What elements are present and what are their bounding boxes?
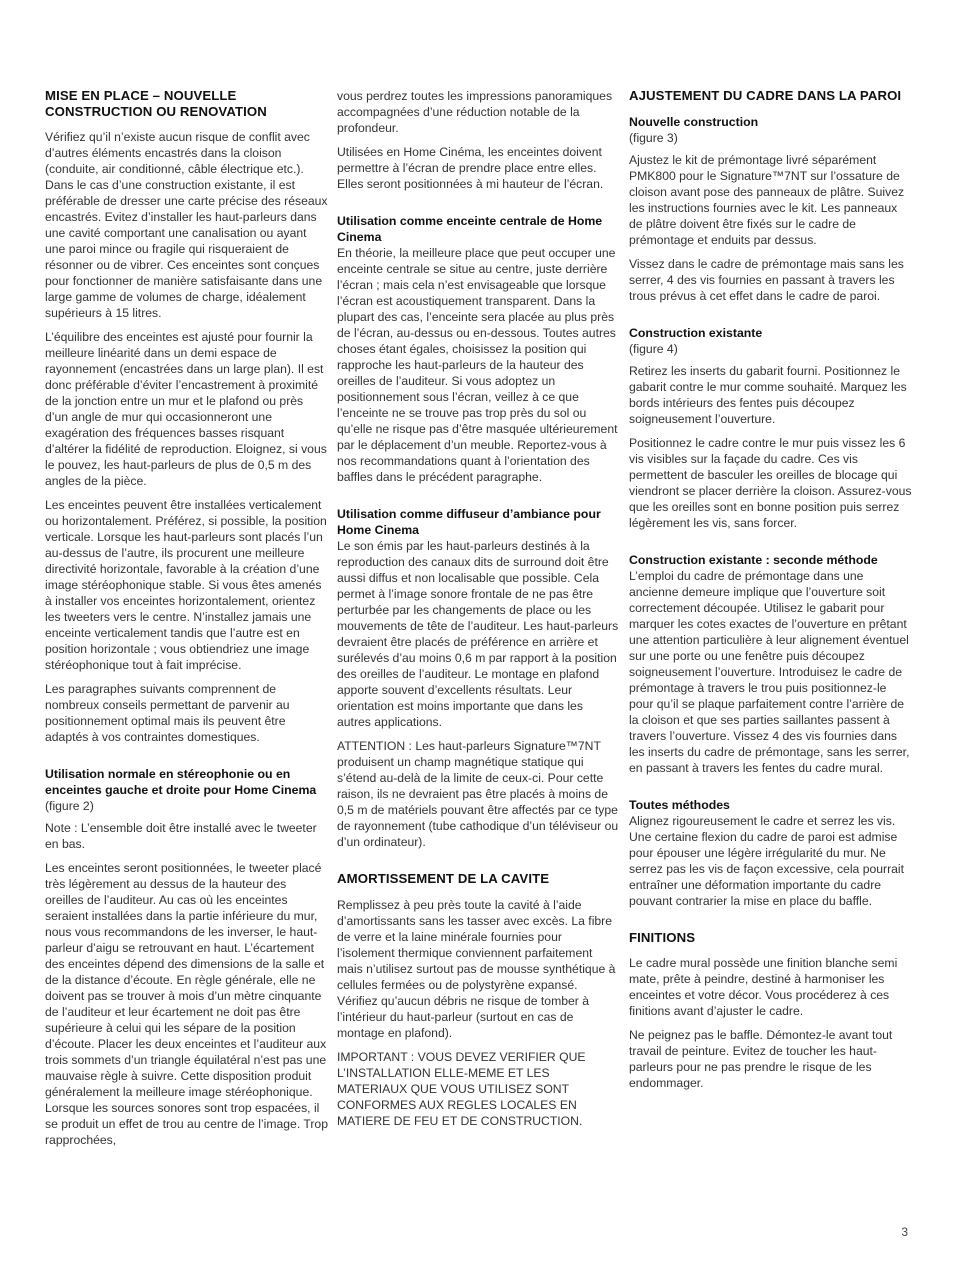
- paragraph: Alignez rigoureusement le cadre et serrez les vis. Une certaine flexion du cadre de paroi est admise pour épouser une légère irrégularité du mur. Ne serrez pas les vis de façon excessive, cela pourrait entraîner une déformation importante du cadre pouvant contrarier la mise en place du baffle.: [629, 813, 905, 908]
- section-heading-finitions: FINITIONS: [629, 929, 696, 945]
- paragraph: Note : L’ensemble doit être installé avec le tweeter en bas.: [45, 821, 317, 851]
- paragraph: Les paragraphes suivants comprennent de nombreux conseils permettant de parvenir au positionnement optimal mais ils peuvent être adaptés à vos contraintes domestiques.: [45, 682, 290, 744]
- section-heading-amortissement: AMORTISSEMENT DE LA CAVITE: [337, 871, 550, 886]
- paragraph: Ajustez le kit de prémontage livré séparément PMK800 pour le Signature™7NT sur l’ossature de cloison avant pose des panneaux de plâtre. Suivez les instructions fournies avec le kit. Les panneaux de plâtre doivent être fixés sur le cadre de prémontage et enduits par dessus.: [629, 152, 905, 247]
- subheading-surround: Utilisation comme diffuseur d’ambiance pour Home Cinema: [337, 507, 601, 537]
- paragraph: Positionnez le cadre contre le mur puis vissez les 6 vis visibles sur la façade du cadre. Ces vis permettent de basculer les oreilles de blocage qui viendront se placer derrière la cloison. Assurez-vous que les oreilles sont en bonne position puis serrez légèrement les vis, sans forcer.: [629, 435, 912, 530]
- subheading-existing-construction: Construction existante: [629, 325, 763, 340]
- paragraph: Les enceintes seront positionnées, le tweeter placé très légèrement au dessus de la hauteur des oreilles de l’auditeur. Au cas où les enceintes seraient installées dans la partie inférieure du mur, nous vous recommandons de les inverser, le haut-parleur d’aigu se retrouvant en haut. L’écartement des enceintes dépend des dimensions de la salle et de la distance d’écoute. En règle générale, elle ne doivent pas se trouver à mois d’un mètre cinquante de l’auditeur et leur écartement ne doit pas être supérieure à celui qui les sépare de la position d’écoute. Placer les deux enceintes et l’auditeur aux trois sommets d’un triangle équilatéral n’est pas une mauvaise règle à suivre. Cette disposition produit généralement la meilleure image stéréophonique. Lorsque les sources sonores sont trop espacées, il se produit un effet de trou au centre de l’image. Trop rapprochées,: [45, 861, 328, 1147]
- paragraph: Ne peignez pas le baffle. Démontez-le avant tout travail de peinture. Evitez de toucher les haut-parleurs pour ne pas prendre le risque de les endommager.: [629, 1028, 893, 1090]
- paragraph: L’emploi du cadre de prémontage dans une ancienne demeure implique que l’ouverture soit correctement découpée. Utilisez le gabarit pour marquer les cotes exactes de l’ouverture en prêtant une attention particulière à leur alignement éventuel sur une porte ou une fenêtre puis découpez soigneusement l’ouverture. Introduisez le cadre de prémontage à travers le trou puis positionnez-le pour qu’il se plaque parfaitement contre l’arrière de la cloison et que ses parties saillantes passent à travers l’ouverture. Vissez 4 des vis fournies dans les inserts du cadre de prémontage, sans les serrer, en passant à travers les fentes du cadre mural.: [629, 568, 910, 775]
- figure-reference: (figure 4): [629, 341, 678, 356]
- page-number: 3: [901, 1225, 908, 1239]
- paragraph: Les enceintes peuvent être installées verticalement ou horizontalement. Préférez, si possible, la position verticale. Lorsque les haut-parleurs sont placés l’un au-dessus de l’autre, ils procurent une meilleure directivité horizontale, favorable à la création d’une image stéréophonique stable. Si vous êtes amenés à installer vos enceintes horizontalement, orientez les tweeters vers le centre. N’installez jamais une enceinte verticalement tandis que l’autre est en position horizontale ; vous obtiendriez une image stéréophonique tout à fait imprécise.: [45, 498, 327, 672]
- subheading-all-methods: Toutes méthodes: [629, 797, 730, 812]
- paragraph: Retirez les inserts du gabarit fourni. Positionnez le gabarit contre le mur comme souhaité. Marquez les bords intérieurs des fentes puis découpez soigneusement l’ouverture.: [629, 363, 907, 426]
- column-left: [45, 88, 328, 1156]
- figure-reference: (figure 2): [45, 799, 94, 813]
- paragraph-attention: ATTENTION : Les haut-parleurs Signature™7NT produisent un champ magnétique statique qui s’étend au-delà de la limite de ceux-ci. Pour cette raison, ils ne devraient pas être placés à moins de 0,5 m de matériels pouvant être affectés par ce type de rayonnement (tube cathodique d’un téléviseur ou d’un ordinateur).: [337, 739, 619, 849]
- paragraph: Vérifiez qu’il n’existe aucun risque de conflit avec d’autres éléments encastrés dans la cloison (conduite, air conditionné, câble électrique etc.). Dans le cas d’une construction existante, il est préférable de dresser une carte précise des réseaux encastrés. Evitez d’installer les haut-parleurs dans une cavité comportant une canalisation ou ayant une paroi mince ou fragile qui risqueraient de résonner ou de vibrer. Ces enceintes sont conçues pour fonctionner de manière satisfaisante dans une large gamme de volumes de charge, idéalement supérieurs à 15 litres.: [45, 130, 328, 320]
- paragraph: L’équilibre des enceintes est ajusté pour fournir la meilleure linéarité dans un demi espace de rayonnement (encastrées dans un large plan). Il est donc préférable d’éviter l’encastrement à proximité de la jonction entre un mur et le plafond ou près d’un angle de mur qui occasionneront une exagération des fréquences basses risquant d’altérer la fidélité de reproduction. Eloignez, si vous le pouvez, les haut-parleurs de plus de 0,5 m des angles de la pièce.: [45, 330, 327, 488]
- section-heading-mise-en-place: MISE EN PLACE – NOUVELLE CONSTRUCTION OU RENOVATION: [45, 88, 267, 119]
- paragraph: Le cadre mural possède une finition blanche semi mate, prête à peindre, destiné à harmoniser les enceintes et votre décor. Vous procéderez à ces finitions avant d’ajuster le cadre.: [629, 956, 898, 1018]
- subheading-stereo: Utilisation normale en stéreophonie ou en enceintes gauche et droite pour Home Cinema: [45, 767, 317, 797]
- column-middle: [337, 88, 620, 1137]
- section-heading-ajustement: AJUSTEMENT DU CADRE DANS LA PAROI: [629, 88, 902, 103]
- paragraph: Vissez dans le cadre de prémontage mais sans les serrer, 4 des vis fournies en passant à travers les trous prévus à cet effet dans le cadre de paroi.: [629, 256, 904, 303]
- paragraph: Le son émis par les haut-parleurs destinés à la reproduction des canaux dits de surround doit être aussi diffus et non localisable que possible. Cela permet à l’image sonore frontale de ne pas être perturbée par les changements de place ou les mouvements de tête de l’auditeur. Les haut-parleurs devraient être placés de préférence en arrière et surélevés d’au moins 0,6 m par rapport à la position des oreilles de l’auditeur. Le montage en plafond apporte souvent d’excellents résultats. Leur orientation est moins importante que dans les autres applications.: [337, 539, 619, 729]
- subheading-second-method: Construction existante : seconde méthode: [629, 552, 878, 567]
- subheading-new-construction: Nouvelle construction: [629, 114, 759, 129]
- paragraph: Remplissez à peu près toute la cavité à l’aide d’amortissants sans les tasser avec excès. La fibre de verre et la laine minérale fournies pour l’isolement thermique conviennent parfaitement mais n’utilisez surtout pas de mousse synthétique à cellules fermées ou de polystyrène expansé. Vérifiez qu’aucun débris ne risque de tomber à l’intérieur du haut-parleur (surtout en cas de montage en plafond).: [337, 897, 616, 1040]
- subheading-center-speaker: Utilisation comme enceinte centrale de Home Cinema: [337, 214, 603, 244]
- column-right: [629, 88, 912, 1099]
- paragraph: En théorie, la meilleure place que peut occuper une enceinte centrale se situe au centre, juste derrière l’écran ; mais cela n’est envisageable que lorsque l’écran est acoustiquement transparent. Dans la plupart des cas, l’enceinte sera placée au plus près de l’écran, au-dessus ou en-dessous. Toutes autres choses étant égales, choisissez la position qui rapproche les haut-parleurs de la hauteur des oreilles de l’auditeur. Si vous adoptez un positionnement sous l’écran, veillez à ce que l’enceinte ne se trouve pas trop près du sol ou qu’elle ne risque pas d’être masquée ultérieurement par le déplacement d’un meuble. Reportez-vous à nos recommandations quant à l’orientation des baffles dans le précédent paragraphe.: [337, 246, 618, 484]
- paragraph: vous perdrez toutes les impressions panoramiques accompagnées d’une réduction notable de la profondeur.: [337, 89, 613, 135]
- paragraph-important: IMPORTANT : VOUS DEVEZ VERIFIER QUE L’INSTALLATION ELLE-MEME ET LES MATERIAUX QUE VOUS UTILISEZ SONT CONFORMES AUX REGLES LOCALES EN MATIERE DE FEU ET DE CONSTRUCTION.: [337, 1049, 586, 1128]
- figure-reference: (figure 3): [629, 130, 678, 145]
- paragraph: Utilisées en Home Cinéma, les enceintes doivent permettre à l’écran de prendre place entre elles. Elles seront positionnées à mi hauteur de l’écran.: [337, 145, 604, 191]
